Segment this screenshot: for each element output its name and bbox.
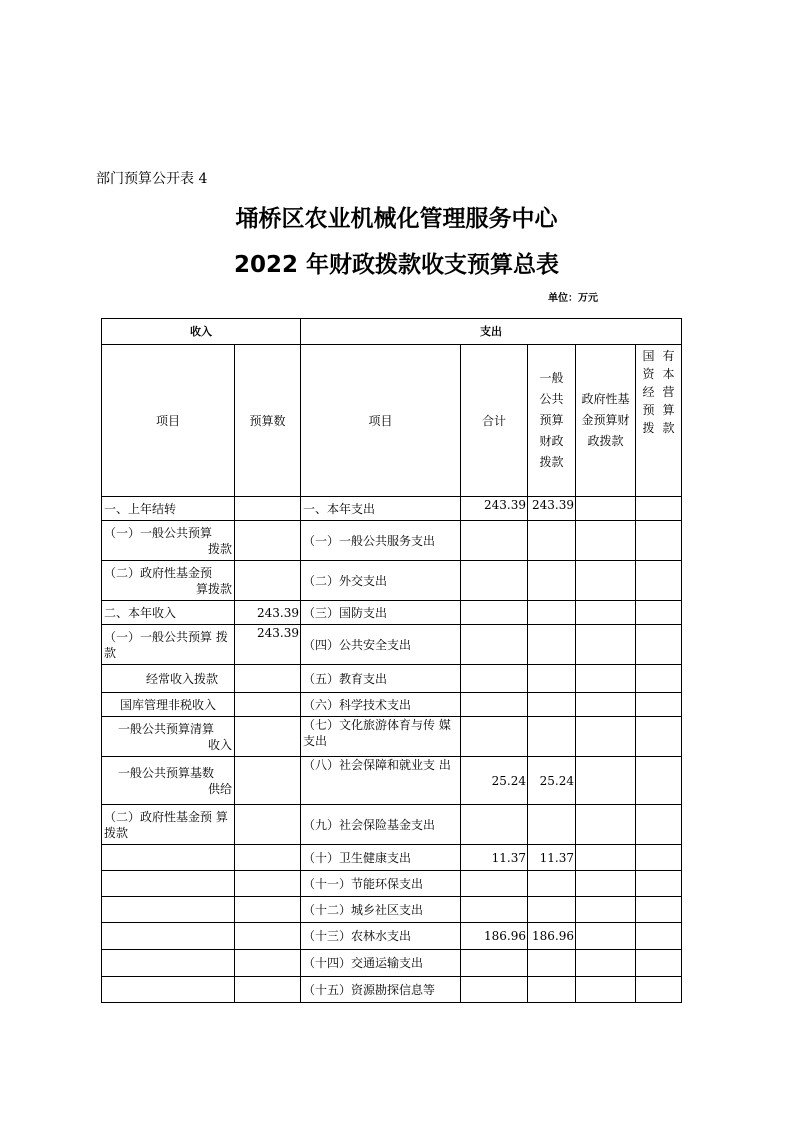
state-capital-cell [636,950,682,977]
total-cell: 11.37 [461,845,528,871]
income-item-cell [102,561,235,601]
gov-fund-cell [576,871,636,897]
income-item-cell [102,717,235,757]
income-item-line: （二）政府性基金预 [104,565,213,580]
title-line-2: 2022 年财政拨款收支预算总表 [233,252,560,278]
header-char: 款 [662,421,675,435]
section-header-row [102,319,682,345]
total-cell: 243.39 [461,497,528,521]
state-capital-cell [636,665,682,693]
header-char: 本 [662,367,675,381]
income-item-cell [102,977,235,1003]
state-capital-cell [636,757,682,805]
state-capital-cell [636,977,682,1003]
table-row [102,693,682,717]
expense-item-cell: （二）外交支出 [301,561,461,601]
gov-fund-cell [576,977,636,1003]
income-item-header: 项目 [102,345,235,497]
income-item-cell [102,897,235,923]
state-capital-col1 [643,347,655,437]
income-item-cell: 国库管理非税收入 [102,693,235,717]
income-item-line: 一般公共预算清算 [118,721,215,736]
table-row [102,665,682,693]
state-capital-cell [636,693,682,717]
table-row [102,601,682,625]
gov-fund-cell [576,693,636,717]
income-item-cell [102,805,235,845]
table-row [102,845,682,871]
general-public-cell [528,665,576,693]
state-capital-cell [636,871,682,897]
total-cell [461,805,528,845]
total-cell [461,693,528,717]
income-header: 收入 [102,319,301,345]
general-public-cell [528,897,576,923]
gov-fund-cell [576,950,636,977]
state-capital-cell [636,897,682,923]
expense-item-cell: （十三）农林水支出 [301,923,461,950]
income-item-cell [102,871,235,897]
income-amount-cell: 243.39 [235,601,301,625]
income-item-line: （二）政府性基金预 算 [104,809,228,824]
table-row [102,521,682,561]
income-amount-cell [235,977,301,1003]
table-row [102,805,682,845]
document-label: 部门预算公开表 4 [96,171,208,187]
general-public-cell [528,601,576,625]
expense-item-cell: （三）国防支出 [301,601,461,625]
total-header: 合计 [461,345,528,497]
gov-fund-cell [576,845,636,871]
total-cell [461,601,528,625]
state-capital-cell [636,497,682,521]
income-item-cell [102,757,235,805]
income-item-line: 一般公共预算基数 [118,765,215,780]
income-item-cell: 二、本年收入 [102,601,235,625]
gov-fund-cell [576,665,636,693]
income-item-line: 拨款 [207,541,232,556]
table-row [102,950,682,977]
state-capital-cell [636,845,682,871]
income-item-cell [102,521,235,561]
income-amount-cell [235,845,301,871]
general-public-cell: 25.24 [528,757,576,805]
general-public-cell: 11.37 [528,845,576,871]
income-amount-cell [235,871,301,897]
expense-item-cell [301,757,461,805]
expense-item-header: 项目 [301,345,461,497]
expense-item-line: （八）社会保障和就业支 出 [303,758,451,772]
income-item-cell [102,845,235,871]
gov-fund-cell [576,521,636,561]
gov-fund-cell [576,561,636,601]
income-item-line: 算拨款 [195,581,232,596]
income-amount-cell [235,561,301,601]
unit-label: 单位：万元 [548,293,598,304]
state-capital-cell [636,717,682,757]
expense-item-cell [301,717,461,757]
income-amount-cell [235,950,301,977]
state-capital-cell [636,561,682,601]
table-row [102,497,682,521]
total-cell [461,717,528,757]
income-item-cell [102,625,235,665]
state-capital-cell [636,601,682,625]
income-amount-cell [235,693,301,717]
expense-item-cell: （十四）交通运输支出 [301,950,461,977]
header-char: 营 [662,385,675,399]
income-amount-cell [235,805,301,845]
income-item-line: 收入 [207,737,232,752]
header-char: 国 [642,349,655,363]
general-public-cell: 186.96 [528,923,576,950]
table-row [102,717,682,757]
gov-fund-header: 政府性基金预算财政拨款 [576,345,636,497]
income-item-line: （一）一般公共预算 [104,525,213,540]
expense-item-cell: （六）科学技术支出 [301,693,461,717]
total-cell [461,521,528,561]
expense-item-cell: （五）教育支出 [301,665,461,693]
header-char: 有 [662,349,675,363]
table-row [102,897,682,923]
total-cell [461,897,528,923]
income-item-cell [102,923,235,950]
income-item-cell [102,950,235,977]
general-public-cell [528,693,576,717]
total-cell [461,977,528,1003]
expense-item-cell: 一、本年支出 [301,497,461,521]
gov-fund-cell [576,625,636,665]
income-item-line: （一）一般公共预算 拨 [104,629,228,644]
column-header-row [102,345,682,497]
state-capital-header [636,345,682,497]
budget-table [101,318,682,1003]
income-amount-cell [235,665,301,693]
header-char: 算 [662,403,675,417]
income-amount-cell [235,897,301,923]
expense-item-cell: （十五）资源勘探信息等 [301,977,461,1003]
expense-item-cell: （九）社会保险基金支出 [301,805,461,845]
general-public-cell [528,625,576,665]
header-char: 拨 [642,421,655,435]
table-row [102,561,682,601]
income-item-cell: 经常收入拨款 [102,665,235,693]
income-amount-cell [235,923,301,950]
table-row [102,923,682,950]
state-capital-cell [636,521,682,561]
table-row [102,977,682,1003]
expense-item-line: （七）文化旅游体育与传 媒 [303,718,451,732]
gov-fund-cell [576,757,636,805]
state-capital-cell [636,805,682,845]
income-amount-cell [235,497,301,521]
table-row [102,757,682,805]
gov-fund-cell [576,923,636,950]
general-public-cell [528,717,576,757]
income-amount-cell [235,521,301,561]
total-cell: 25.24 [461,757,528,805]
expense-header: 支出 [301,319,682,345]
income-amount-cell: 243.39 [235,625,301,665]
total-cell [461,665,528,693]
general-public-cell [528,950,576,977]
expense-item-cell: （一）一般公共服务支出 [301,521,461,561]
budget-amount-header: 预算数 [235,345,301,497]
gov-fund-cell [576,805,636,845]
header-char: 资 [642,367,655,381]
total-cell [461,950,528,977]
expense-item-line: 支出 [303,734,328,748]
gov-fund-cell [576,897,636,923]
income-item-cell: 一、上年结转 [102,497,235,521]
table-row [102,625,682,665]
income-amount-cell [235,717,301,757]
general-public-header: 一般公共预算财政拨款 [528,345,576,497]
general-public-cell [528,805,576,845]
income-item-line: 款 [104,645,117,660]
expense-item-cell: （十一）节能环保支出 [301,871,461,897]
state-capital-cell [636,923,682,950]
state-capital-cell [636,625,682,665]
general-public-cell [528,871,576,897]
gov-fund-cell [576,497,636,521]
general-public-cell [528,521,576,561]
general-public-cell: 243.39 [528,497,576,521]
expense-item-cell: （十二）城乡社区支出 [301,897,461,923]
table-row [102,871,682,897]
gov-fund-cell [576,601,636,625]
header-char: 经 [642,385,655,399]
header-char: 预 [642,403,655,417]
general-public-cell [528,977,576,1003]
gov-fund-cell [576,717,636,757]
income-amount-cell [235,757,301,805]
expense-item-cell: （四）公共安全支出 [301,625,461,665]
income-item-line: 供给 [207,781,232,796]
income-item-line: 拨款 [104,825,129,840]
state-capital-col2 [663,347,675,437]
total-cell [461,871,528,897]
expense-item-cell: （十）卫生健康支出 [301,845,461,871]
title-line-1: 埇桥区农业机械化管理服务中心 [235,206,558,232]
total-cell: 186.96 [461,923,528,950]
total-cell [461,561,528,601]
general-public-cell [528,561,576,601]
total-cell [461,625,528,665]
